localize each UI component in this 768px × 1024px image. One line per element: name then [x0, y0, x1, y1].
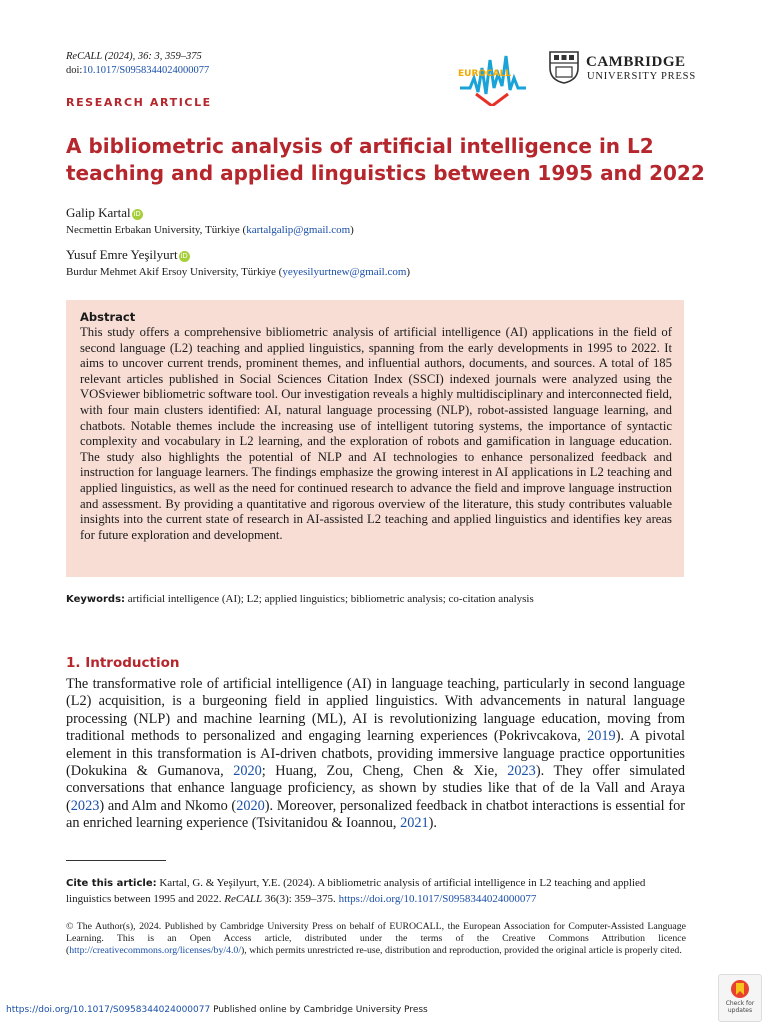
reference-link[interactable]: 2023 — [507, 763, 536, 780]
check-for-updates-badge[interactable] — [718, 974, 762, 1022]
affiliation-text: Necmettin Erbakan University, Türkiye ( — [66, 224, 247, 236]
publisher-name: CAMBRIDGE — [586, 54, 686, 70]
orcid-icon[interactable]: iD — [133, 210, 141, 218]
cambridge-shield-icon — [548, 50, 580, 84]
license-text: ), which permits unrestricted re-use, distribution and reproduction, provided the original article is properly cited. — [241, 945, 682, 956]
text-run: ) and Alm and Nkomo ( — [99, 797, 237, 814]
license-link[interactable]: http://creativecommons.org/licenses/by/4.0/ — [69, 945, 242, 956]
author-name: Yusuf Emre Yeşilyurt — [66, 247, 178, 262]
page-footer — [6, 1005, 428, 1015]
check-updates-line: updates — [727, 1007, 753, 1014]
cite-journal: ReCALL — [224, 892, 263, 905]
author-2-affiliation — [66, 266, 410, 278]
crossmark-icon — [730, 979, 750, 999]
article-type: RESEARCH ARTICLE — [66, 96, 212, 109]
reference-link[interactable]: 2020 — [236, 797, 265, 814]
abstract-text: This study offers a comprehensive bibliometric analysis of artificial intelligence (AI) applications in the field of second language (L2) teaching and applied linguistics, spanning from the early developments in 1995 to 2022. It aims to uncover current trends, prominent themes, and influential authors, documents, and sources. A total of 185 relevant articles published in Social Sciences Citation Index (SSCI) indexed journals were analyzed using the VOSviewer bibliometric software tool. Our investigation reveals a highly multidisciplinary and interconnected field, with four main clusters identified: AI, natural language processing (NLP), robot-assisted language learning, and chatbots. Notable themes include the increasing use of intelligent tutoring systems, the importance of syntactic complexity and vocabulary in L2 learning, and the exploration of robots and gamification in language education. The study also highlights the potential of NLP and AI technologies to enhance personalized feedback and instruction for language learners. The findings emphasize the growing interest in AI applications in L2 teaching and applied linguistics, as well as the need for continued research to advance the field and improve language instruction and assessment. By providing a quantitative and rigorous overview of the literature, this study contributes valuable insights into the current state of research in AI-assisted L2 teaching and applied linguistics and identifies key areas for future exploration and development. — [80, 325, 672, 542]
author-2 — [66, 247, 190, 263]
reference-link[interactable]: 2021 — [400, 815, 429, 832]
reference-link[interactable]: 2019 — [587, 728, 616, 745]
keywords-label: Keywords: — [66, 594, 126, 605]
publisher-subtitle: UNIVERSITY PRESS — [587, 71, 696, 82]
affiliation-text: Burdur Mehmet Akif Ersoy University, Türkiye ( — [66, 266, 283, 278]
doi-prefix: doi: — [66, 65, 83, 76]
reference-link[interactable]: 2023 — [70, 797, 100, 814]
check-updates-line: Check for — [725, 1000, 755, 1007]
reference-link[interactable]: 2020 — [233, 763, 262, 780]
email-link[interactable]: kartalgalip@gmail.com — [246, 224, 351, 236]
cite-text: Kartal, G. & Yeşilyurt, Y.E. (2024). A bibliometric analysis of artificial intelligence in L2 teaching and applied linguistics between 1995 and 2022. — [66, 877, 646, 905]
section-heading-introduction: 1. Introduction — [66, 655, 180, 671]
keywords — [66, 593, 706, 605]
text-run: ). They offer simulated conversations that enhance language proficiency, as shown by studies like that of de la Vall and Araya ( — [66, 763, 685, 814]
cite-label: Cite this article: — [66, 878, 157, 889]
license-notice — [66, 921, 686, 957]
doi-link[interactable]: 10.1017/S0958344024000077 — [82, 65, 210, 76]
text-run: ; Huang, Zou, Cheng, Chen & Xie, — [261, 763, 508, 780]
author-name: Galip Kartal — [66, 205, 131, 220]
author-1 — [66, 205, 143, 221]
footnote-divider — [66, 860, 166, 861]
eurocall-logo — [456, 48, 540, 106]
text-run: ). — [428, 815, 437, 832]
journal-citation: ReCALL (2024), 36: 3, 359–375 — [66, 51, 202, 62]
email-link[interactable]: yeyesilyurtnew@gmail.com — [282, 266, 407, 278]
introduction-paragraph — [66, 676, 685, 833]
affiliation-close: ) — [350, 224, 354, 236]
keywords-text: artificial intelligence (AI); L2; applied linguistics; bibliometric analysis; co-citation analysis — [127, 593, 534, 605]
article-title: A bibliometric analysis of artificial intelligence in L2 teaching and applied linguistics between 1995 and 2022 — [66, 134, 705, 185]
orcid-icon[interactable]: iD — [180, 252, 188, 260]
cite-text: 36(3): 359–375. — [262, 892, 339, 905]
text-run: ). A pivotal element in this transformation is AI-driven chatbots, providing immersive language practice opportunities (Dokukina & Gumanova, — [66, 728, 685, 780]
text-run: ). Moreover, personalized feedback in chatbot interactions is essential for an enriched learning experience (Tsivitanidou & Ioannou, — [66, 797, 685, 832]
author-1-affiliation — [66, 224, 354, 236]
abstract-heading: Abstract — [80, 310, 136, 324]
check-updates-label — [719, 1000, 761, 1014]
affiliation-close: ) — [406, 266, 411, 278]
footer-published-text: Published online by Cambridge University Press — [210, 1005, 428, 1015]
cite-this-article — [66, 876, 686, 906]
eurocall-logo-text: EUROCALL — [458, 69, 512, 79]
journal-citation-block — [66, 50, 209, 78]
footer-doi-link[interactable]: https://doi.org/10.1017/S0958344024000077 — [6, 1005, 211, 1015]
cite-doi-link[interactable]: https://doi.org/10.1017/S0958344024000077 — [338, 892, 537, 905]
text-run: The transformative role of artificial intelligence (AI) in language teaching, particularly in second language (L2) acquisition, is a burgeoning field in applied linguistics. With advancements in natural language processing (NLP) and machine learning (ML), AI is revolutionizing language education, moving from traditional methods to personalized and engaging learning experiences (Pokrivcakova, — [66, 676, 685, 745]
license-text: © The Author(s), 2024. Published by Cambridge University Press on behalf of EUROCALL, the European Association for Computer-Assisted Language Learning. This is an Open Access article, distributed under the terms of the Creative Commons Attribution licence ( — [66, 921, 686, 956]
